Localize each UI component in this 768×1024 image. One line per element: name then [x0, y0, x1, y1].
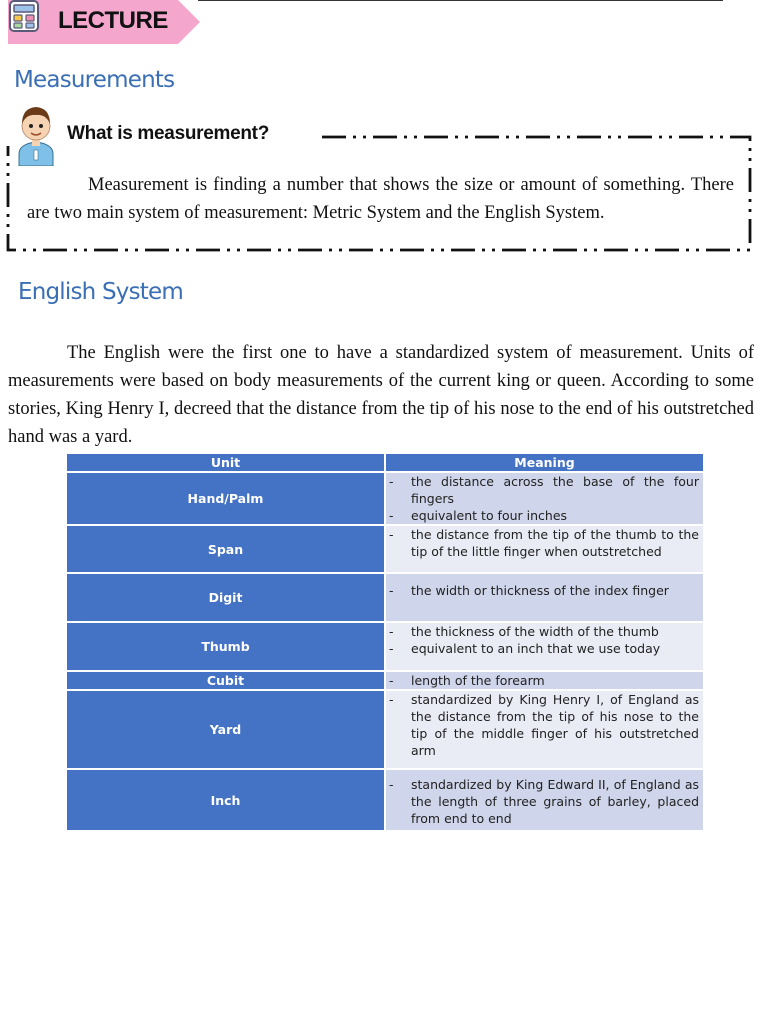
table-header-row: [67, 454, 703, 472]
unit-cell: Thumb: [67, 622, 385, 671]
header-meaning: Meaning: [385, 454, 703, 472]
meaning-cell: [385, 525, 703, 573]
table-row: [67, 472, 703, 525]
banner-label: LECTURE: [58, 7, 168, 34]
meaning-item: - standardized by King Henry I, of England as the distance from the tip of his nose to the tip of the middle finger of his outstretched arm: [386, 691, 703, 759]
table-row: [67, 573, 703, 622]
meaning-item: - the thickness of the width of the thumb: [386, 623, 703, 640]
heading-english-system: English System: [18, 279, 183, 305]
meaning-cell: [385, 573, 703, 622]
table-row: [67, 769, 703, 830]
table-row: [67, 622, 703, 671]
unit-cell: Cubit: [67, 671, 385, 690]
english-system-paragraph: The English were the first one to have a standardized system of measurement. Units of measurements were based on body measurements of the current king or queen. According to some stories, King Henry I, decreed that the distance from the tip of his nose to the end of his outstretched hand was a yard.: [8, 342, 754, 447]
meaning-item: - standardized by King Edward II, of England as the length of three grains of barley, placed from end to end: [386, 776, 703, 827]
meaning-cell: [385, 622, 703, 671]
meaning-cell: [385, 472, 703, 525]
table-row: [67, 671, 703, 690]
unit-cell: Digit: [67, 573, 385, 622]
meaning-item: - the distance from the tip of the thumb to the tip of the little finger when outstretched: [386, 526, 703, 560]
meaning-cell: [385, 690, 703, 769]
meaning-cell: [385, 769, 703, 830]
unit-cell: Yard: [67, 690, 385, 769]
meaning-item: - the distance across the base of the four fingers: [386, 473, 703, 507]
meaning-item: - length of the forearm: [386, 672, 703, 689]
unit-cell: Span: [67, 525, 385, 573]
table-row: [67, 525, 703, 573]
meaning-item: - equivalent to an inch that we use today: [386, 640, 703, 657]
meaning-item: - equivalent to four inches: [386, 507, 703, 524]
meaning-item: - the width or thickness of the index finger: [386, 582, 703, 599]
unit-cell: Hand/Palm: [67, 472, 385, 525]
heading-measurements: Measurements: [14, 67, 175, 93]
table-row: [67, 690, 703, 769]
header-unit: Unit: [67, 454, 385, 472]
measurement-definition: Measurement is finding a number that shows the size or amount of something. There are two main system of measurement: Metric System and the English System.: [27, 174, 734, 223]
units-table: [67, 454, 703, 830]
meaning-cell: [385, 671, 703, 690]
unit-cell: Inch: [67, 769, 385, 830]
teacher-avatar: [13, 100, 59, 166]
question-title: What is measurement?: [67, 123, 269, 144]
